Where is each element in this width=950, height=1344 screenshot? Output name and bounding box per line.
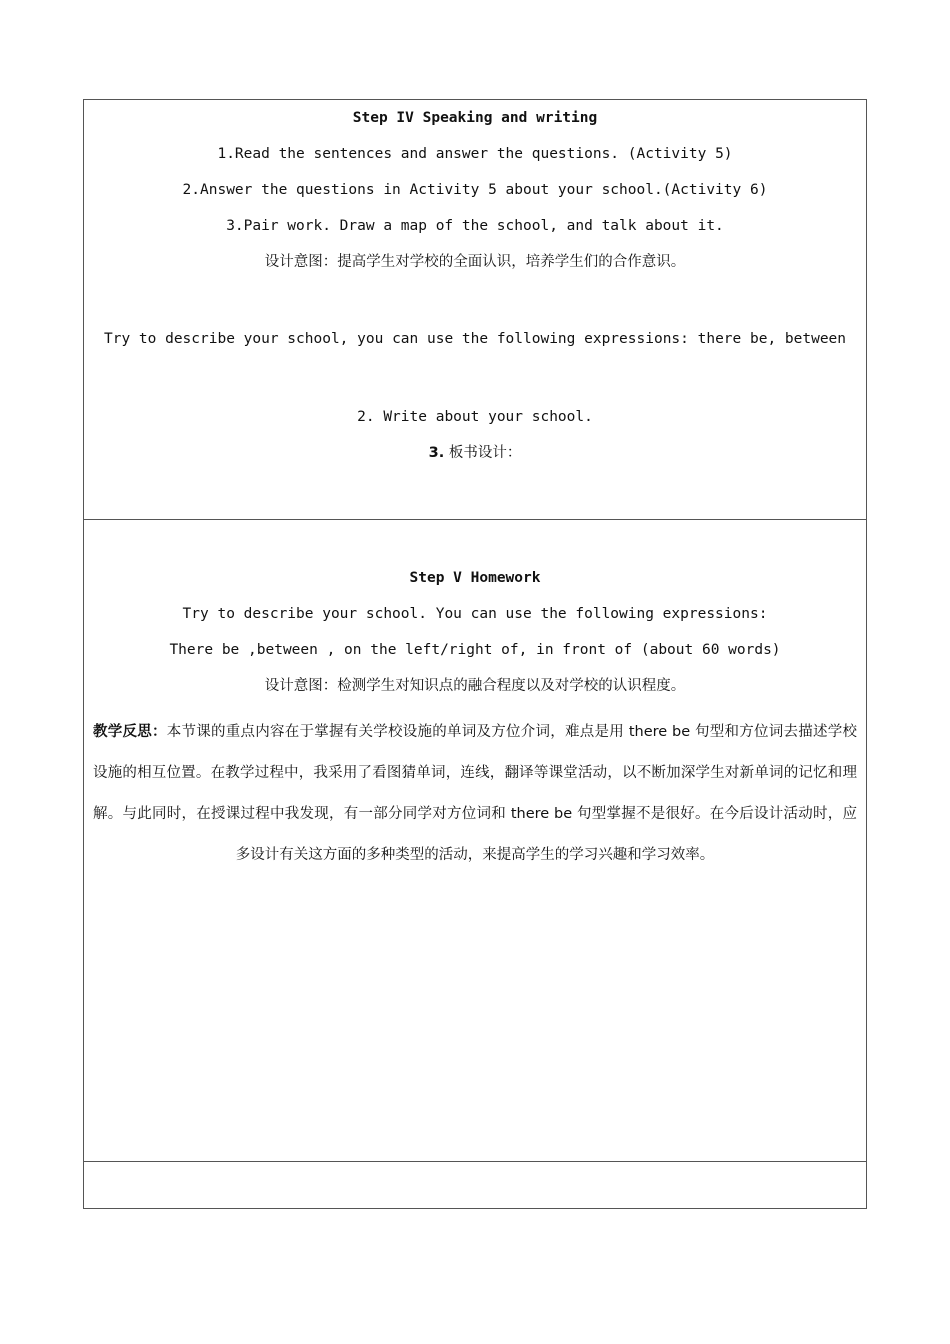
step-4-design-intent: 设计意图：提高学生对学校的全面认识，培养学生们的合作意识。 [264, 254, 686, 270]
lesson-table [83, 99, 867, 1209]
step-4-cell [84, 100, 866, 520]
board-design-number: 3. [428, 445, 445, 461]
step-5-cell [84, 520, 866, 1162]
reflection-text: 本节课的重点内容在于掌握有关学校设施的单词及方位介词，难点是用 there be 句型和方位词去描述学校设施的相互位置。在教学过程中，我采用了看图猜单词，连线，翻译等课堂活动，以不断加深学生对新单词的记忆和理解。与此同时，在授课过程中我发现，有一部分同学对方位词和 there be 句型掌握不是很好。在今后设计活动时，应多设计有关这方面的多种类型的活动，来提高学生的学习兴趣和学习效率。 [93, 724, 858, 863]
step-5-homework-line-2: There be ,between , on the left/right of, in front of (about 60 words) [169, 642, 781, 658]
step-5-design-intent: 设计意图：检测学生对知识点的融合程度以及对学校的认识程度。 [264, 678, 686, 694]
step-4-describe-prompt: Try to describe your school, you can use the following expressions: there be, between [103, 331, 847, 347]
step-4-write-task: 2. Write about your school. [357, 409, 593, 425]
empty-bottom-cell [84, 1162, 866, 1209]
step-5-title: Step V Homework [409, 570, 541, 586]
reflection-label: 教学反思： [93, 724, 167, 740]
board-design-heading [84, 443, 866, 463]
board-design-label: 板书设计： [448, 445, 522, 461]
step-4-title: Step IV Speaking and writing [352, 110, 598, 126]
step-4-activity-5: 1.Read the sentences and answer the questions. (Activity 5) [217, 146, 733, 162]
step-4-activity-6: 2.Answer the questions in Activity 5 about your school.(Activity 6) [182, 182, 768, 198]
teaching-reflection [93, 712, 857, 876]
step-5-homework-line-1: Try to describe your school. You can use the following expressions: [182, 606, 768, 622]
step-4-pair-work: 3.Pair work. Draw a map of the school, and talk about it. [226, 218, 724, 234]
